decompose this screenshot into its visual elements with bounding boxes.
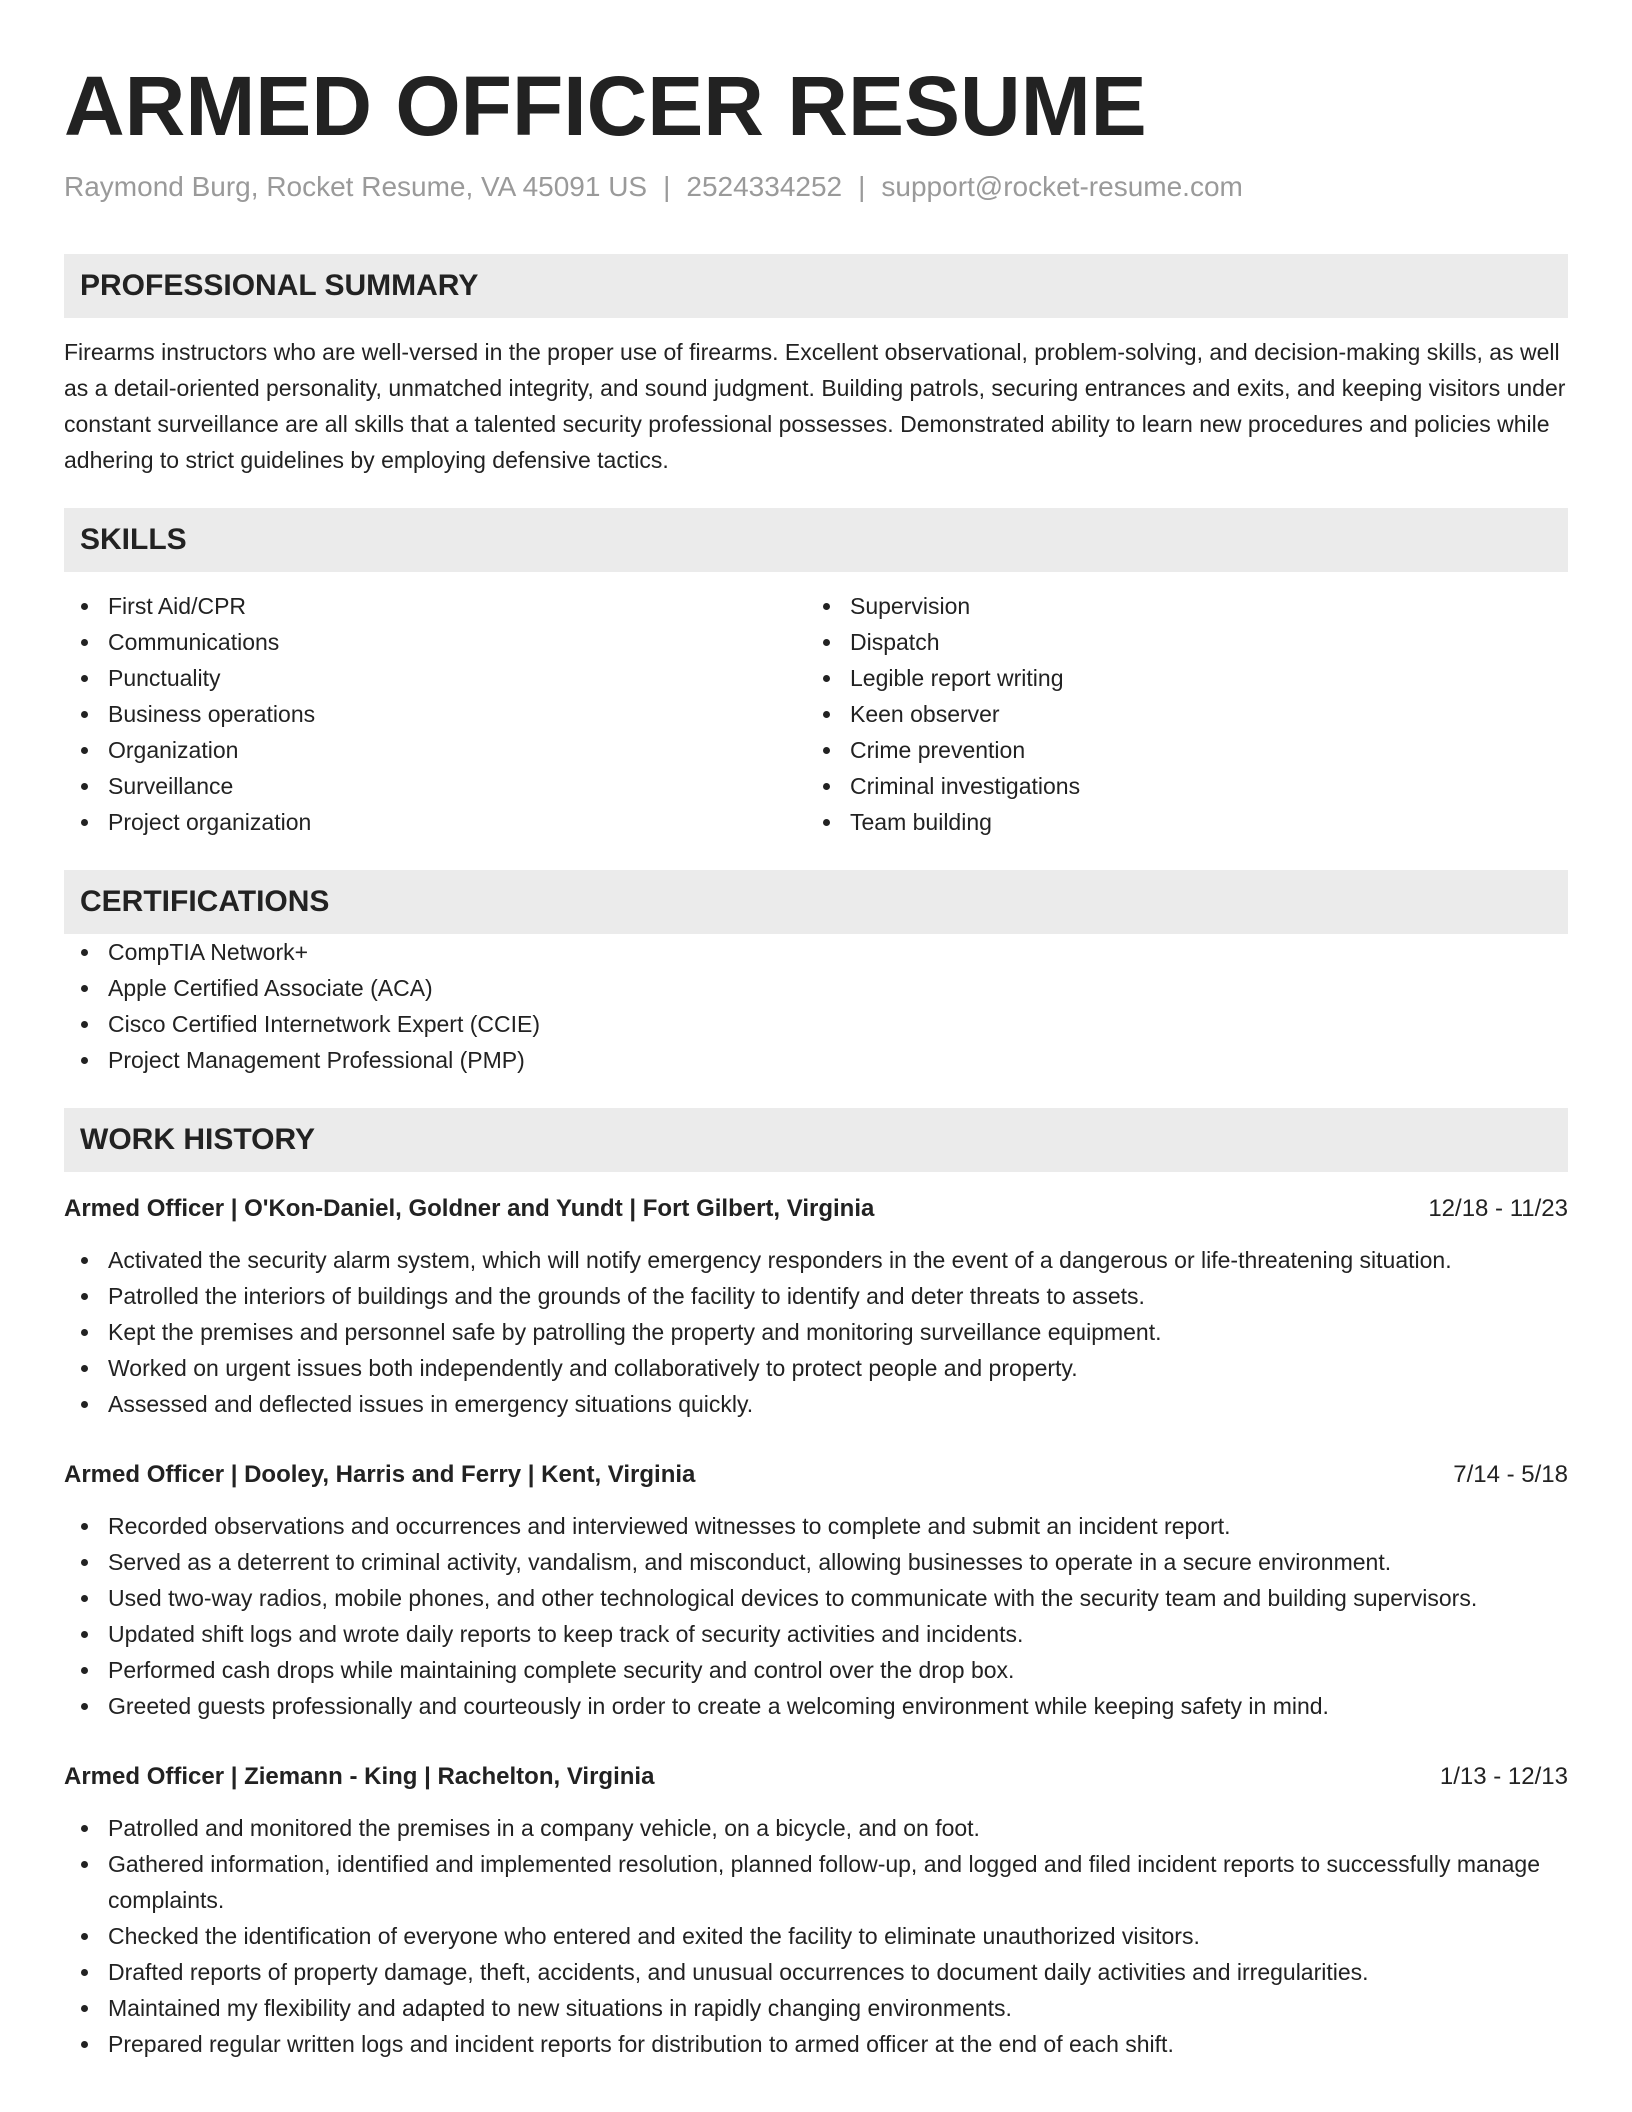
skill-item: Legible report writing xyxy=(806,660,1548,696)
job-duty: Drafted reports of property damage, theft, accidents, and unusual occurrences to document daily activities and irregularities. xyxy=(64,1954,1568,1990)
contact-line xyxy=(64,170,1568,204)
work-history-heading: WORK HISTORY xyxy=(64,1108,1568,1172)
job-duty: Worked on urgent issues both independently and collaboratively to protect people and property. xyxy=(64,1350,1568,1386)
certifications-list xyxy=(64,934,1568,1078)
job-duty: Performed cash drops while maintaining complete security and control over the drop box. xyxy=(64,1652,1568,1688)
skill-item: Team building xyxy=(806,804,1548,840)
certification-item: Apple Certified Associate (ACA) xyxy=(64,970,1568,1006)
job-duties-list xyxy=(64,1508,1568,1724)
job-duty: Served as a deterrent to criminal activity, vandalism, and misconduct, allowing businesses to operate in a secure environment. xyxy=(64,1544,1568,1580)
skills-list-left xyxy=(64,588,806,840)
skill-item: Surveillance xyxy=(64,768,806,804)
certification-item: Cisco Certified Internetwork Expert (CCIE) xyxy=(64,1006,1568,1042)
job-duties-list xyxy=(64,1242,1568,1422)
skills-column-right xyxy=(806,588,1548,840)
job-title: Armed Officer | O'Kon-Daniel, Goldner and Yundt | Fort Gilbert, Virginia xyxy=(64,1195,875,1222)
job-dates: 7/14 - 5/18 xyxy=(1453,1461,1568,1488)
summary-heading: PROFESSIONAL SUMMARY xyxy=(64,254,1568,318)
skill-item: First Aid/CPR xyxy=(64,588,806,624)
skill-item: Supervision xyxy=(806,588,1548,624)
resume-title: ARMED OFFICER RESUME xyxy=(64,59,1147,153)
certifications-heading: CERTIFICATIONS xyxy=(64,870,1568,934)
job-duty: Assessed and deflected issues in emergency situations quickly. xyxy=(64,1386,1568,1422)
skills-heading: SKILLS xyxy=(64,508,1568,572)
job-duty: Patrolled the interiors of buildings and the grounds of the facility to identify and deter threats to assets. xyxy=(64,1278,1568,1314)
job-duty: Prepared regular written logs and incident reports for distribution to armed officer at the end of each shift. xyxy=(64,2026,1568,2062)
job-duty: Used two-way radios, mobile phones, and other technological devices to communicate with the security team and building supervisors. xyxy=(64,1580,1568,1616)
skill-item: Dispatch xyxy=(806,624,1548,660)
skills-column-left xyxy=(64,588,806,840)
skill-item: Project organization xyxy=(64,804,806,840)
contact-separator: | xyxy=(858,171,866,202)
job-duties-list xyxy=(64,1810,1568,2062)
certification-item: Project Management Professional (PMP) xyxy=(64,1042,1568,1078)
job-header xyxy=(64,1458,1568,1492)
job-duty: Gathered information, identified and implemented resolution, planned follow-up, and logged and filed incident reports to successfully manage complaints. xyxy=(64,1846,1568,1918)
skill-item: Criminal investigations xyxy=(806,768,1548,804)
job-duty: Greeted guests professionally and courteously in order to create a welcoming environment while keeping safety in mind. xyxy=(64,1688,1568,1724)
skill-item: Organization xyxy=(64,732,806,768)
contact-separator: | xyxy=(663,171,671,202)
job-header xyxy=(64,1192,1568,1226)
skills-list-right xyxy=(806,588,1548,840)
skill-item: Punctuality xyxy=(64,660,806,696)
skill-item: Communications xyxy=(64,624,806,660)
job-duty: Recorded observations and occurrences and interviewed witnesses to complete and submit an incident report. xyxy=(64,1508,1568,1544)
job-dates: 1/13 - 12/13 xyxy=(1439,1763,1568,1790)
job-duty: Checked the identification of everyone who entered and exited the facility to eliminate unauthorized visitors. xyxy=(64,1918,1568,1954)
job-duty: Patrolled and monitored the premises in a company vehicle, on a bicycle, and on foot. xyxy=(64,1810,1568,1846)
skill-item: Keen observer xyxy=(806,696,1548,732)
job-entry xyxy=(64,1458,1568,1724)
skill-item: Crime prevention xyxy=(806,732,1548,768)
job-entry xyxy=(64,1192,1568,1422)
job-duty: Updated shift logs and wrote daily reports to keep track of security activities and incidents. xyxy=(64,1616,1568,1652)
summary-text: Firearms instructors who are well-versed in the proper use of firearms. Excellent observational, problem-solving, and decision-making skills, as well as a detail-oriented personality, unmatched integrity, and sound judgment. Building patrols, securing entrances and exits, and keeping visitors under constant surveillance are all skills that a talented security professional possesses. Demonstrated ability to learn new procedures and policies while adhering to strict guidelines by employing defensive tactics. xyxy=(64,339,1566,473)
certification-item: CompTIA Network+ xyxy=(64,934,1568,970)
contact-email: support@rocket-resume.com xyxy=(881,171,1243,202)
skill-item: Business operations xyxy=(64,696,806,732)
skills-columns xyxy=(64,588,1568,840)
job-header xyxy=(64,1760,1568,1794)
contact-address: Raymond Burg, Rocket Resume, VA 45091 US xyxy=(64,171,648,202)
job-dates: 12/18 - 11/23 xyxy=(1428,1195,1568,1222)
contact-phone: 2524334252 xyxy=(686,171,843,202)
job-entry xyxy=(64,1760,1568,2062)
job-duty: Kept the premises and personnel safe by patrolling the property and monitoring surveillance equipment. xyxy=(64,1314,1568,1350)
job-duty: Activated the security alarm system, which will notify emergency responders in the event of a dangerous or life-threatening situation. xyxy=(64,1242,1568,1278)
job-title: Armed Officer | Ziemann - King | Rachelton, Virginia xyxy=(64,1763,655,1790)
job-duty: Maintained my flexibility and adapted to new situations in rapidly changing environments. xyxy=(64,1990,1568,2026)
job-title: Armed Officer | Dooley, Harris and Ferry | Kent, Virginia xyxy=(64,1461,696,1488)
